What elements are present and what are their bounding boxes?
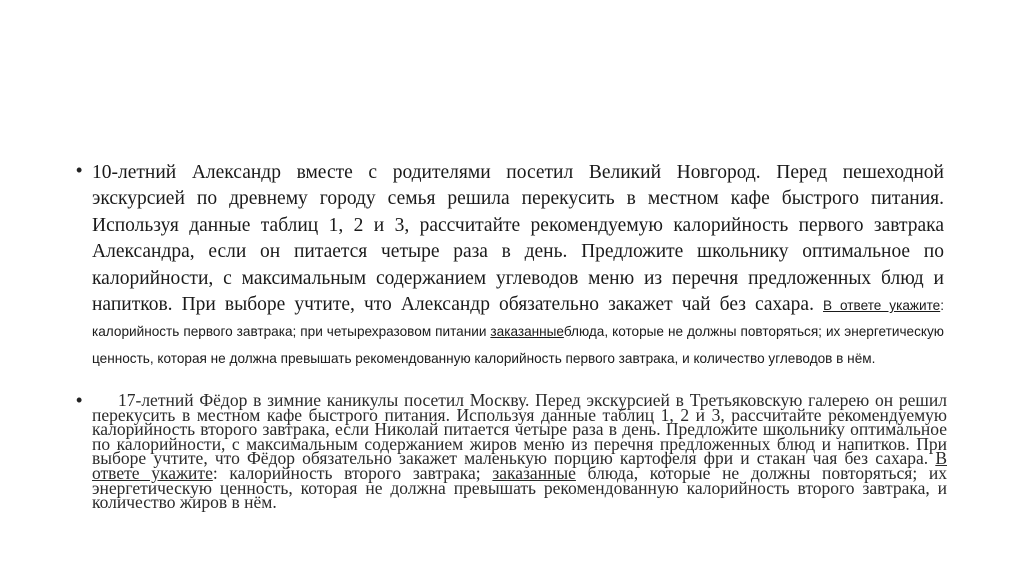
bullet-marker: • <box>76 160 83 180</box>
ordered-label: заказанные <box>490 324 564 340</box>
bullet-marker: • <box>76 390 83 410</box>
answer-text: : калорийность первого завтрака; при четырехразовом питании <box>92 298 944 340</box>
task-paragraph-fedor <box>92 390 948 513</box>
answer-text-continued: блюда, которые не должны повторяться; их энергетическую ценность, которая не должна превышать рекомендованную калорийность первого завтрака, и количество углеводов в нём. <box>92 324 944 366</box>
answer-text: : калорийность второго завтрака; <box>212 462 493 483</box>
task-paragraph-alexander <box>92 160 944 371</box>
answer-label: В ответе укажите <box>92 448 947 483</box>
answer-label: В ответе укажите <box>823 298 941 314</box>
task-text: 17-летний Фёдор в зимние каникулы посетил Москву. Перед экскурсией в Третьяковскую галерею он решил перекусить в местном кафе быстрого питания. Используя данные таблиц 1, 2 и 3, рассчитайте рекомендуемую калорийность второго завтрака, если Николай питается четыре раза в день. Предложите школьнику оптимальное по калорийности, с максимальным содержанием жиров меню из перечня предложенных блюд и напитков. При выборе учтите, что Фёдор обязательно закажет маленькую порцию картофеля фри и стакан чая без сахара. <box>92 390 947 469</box>
task-text: 10-летний Александр вместе с родителями посетил Великий Новгород. Перед пешеходной экскурсией по древнему городу семья решила перекусить в местном кафе быстрого питания. Используя данные таблиц 1, 2 и 3, рассчитайте рекомендуемую калорийность первого завтрака Александра, если он питается четыре раза в день. Предложите школьнику оптимальное по калорийности, с максимальным содержанием углеводов меню из перечня предложенных блюд и напитков. При выборе учтите, что Александр обязательно закажет чай без сахара. <box>92 162 944 316</box>
ordered-label: заказанные <box>492 462 576 483</box>
answer-text-continued: блюда, которые не должны повторяться; их энергетическую ценность, которая не должна превышать рекомендованную калорийность второго завтрака, и количество жиров в нём. <box>92 462 948 513</box>
